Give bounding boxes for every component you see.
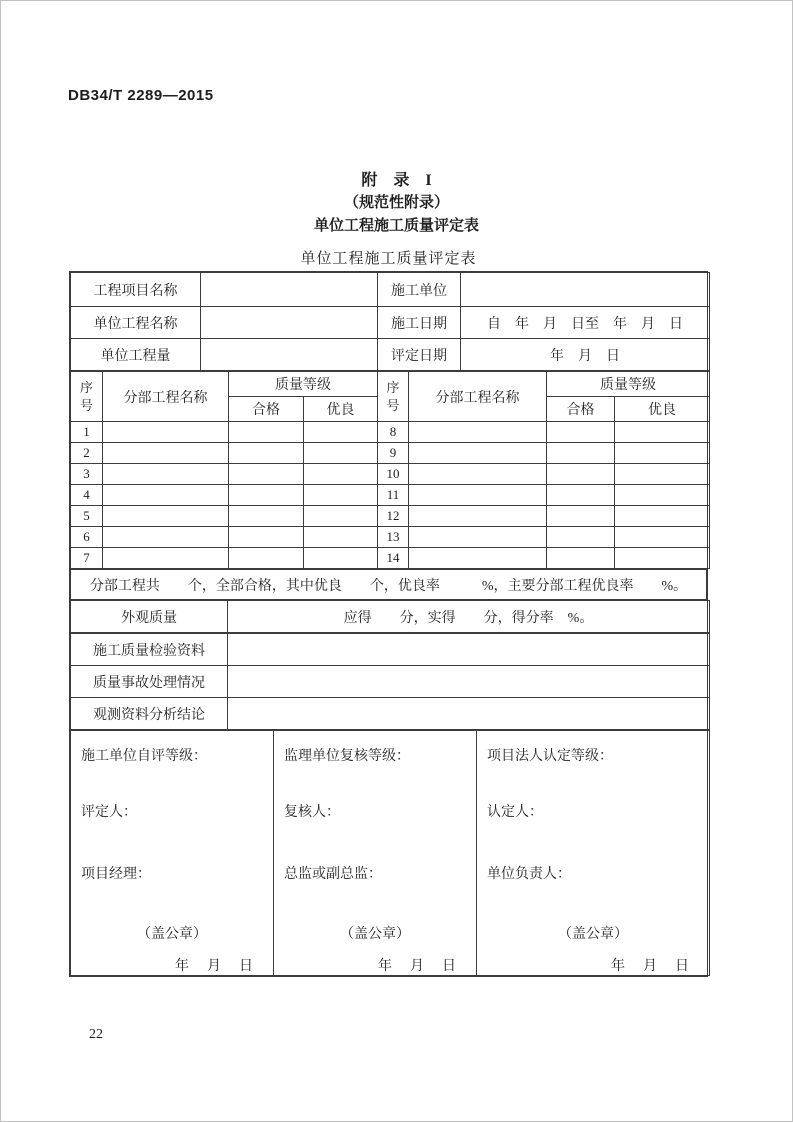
parts-data-row xyxy=(71,443,710,464)
seq-header-line1: 序 xyxy=(79,379,93,395)
pass-cell xyxy=(547,443,615,464)
info-value-cell: 年 月 日 xyxy=(461,339,710,371)
appendix-title: 单位工程施工质量评定表 xyxy=(313,218,479,234)
excellent-cell xyxy=(304,464,378,485)
doc-row xyxy=(71,634,710,666)
pass-cell xyxy=(547,464,615,485)
doc-row-label: 施工质量检验资料 xyxy=(71,634,228,666)
doc-row-label: 观测资料分析结论 xyxy=(71,698,228,730)
excellent-cell xyxy=(304,485,378,506)
parts-data-row xyxy=(71,548,710,569)
signature-row xyxy=(71,731,710,976)
info-label: 单位工程名称 xyxy=(71,307,201,339)
date-label: 年 月 日 xyxy=(611,959,691,974)
signature-column-owner xyxy=(477,731,710,976)
parts-data-row xyxy=(71,506,710,527)
date-label: 年 月 日 xyxy=(378,959,458,974)
pass-cell xyxy=(229,485,304,506)
pass-cell xyxy=(547,422,615,443)
title-block xyxy=(1,169,792,238)
excellent-cell xyxy=(304,422,378,443)
parts-header-row xyxy=(71,372,710,397)
parts-data-row xyxy=(71,464,710,485)
part-name-cell xyxy=(409,527,547,548)
part-name-cell xyxy=(409,548,547,569)
doc-rows-table xyxy=(70,633,710,730)
doc-value-cell xyxy=(228,666,710,698)
row-number-cell: 9 xyxy=(378,443,409,464)
info-label: 施工日期 xyxy=(378,307,461,339)
info-value-cell xyxy=(201,307,378,339)
evaluation-form xyxy=(69,271,708,977)
standard-number: DB34/T 2289—2015 xyxy=(68,87,214,104)
role-label: 项目经理： xyxy=(81,867,151,882)
row-number-cell: 10 xyxy=(378,464,409,485)
grade-label: 监理单位复核等级： xyxy=(284,749,410,764)
appendix-heading: 附 录 I xyxy=(361,172,432,189)
excellent-header: 优良 xyxy=(615,397,710,422)
table-caption: 单位工程施工质量评定表 xyxy=(300,251,477,267)
row-number-cell: 4 xyxy=(71,485,103,506)
pass-cell xyxy=(547,548,615,569)
info-value-cell xyxy=(201,339,378,371)
grade-label: 项目法人认定等级： xyxy=(487,749,613,764)
part-name-cell xyxy=(409,464,547,485)
appearance-value: 应得 分，实得 分，得分率 %。 xyxy=(228,601,710,633)
pass-cell xyxy=(229,527,304,548)
excellent-header: 优良 xyxy=(304,397,378,422)
summary-table xyxy=(70,569,707,600)
pass-cell xyxy=(547,506,615,527)
pass-cell xyxy=(229,506,304,527)
row-number-cell: 14 xyxy=(378,548,409,569)
pass-cell xyxy=(229,422,304,443)
info-value-cell: 自 年 月 日至 年 月 日 xyxy=(461,307,710,339)
excellent-cell xyxy=(615,422,710,443)
seq-header xyxy=(378,372,409,422)
part-name-cell xyxy=(103,527,229,548)
row-number-cell: 1 xyxy=(71,422,103,443)
person-label: 评定人： xyxy=(81,805,137,820)
parts-table xyxy=(70,371,710,569)
parts-name-header: 分部工程名称 xyxy=(103,372,229,422)
seal-label: （盖公章） xyxy=(137,927,207,942)
excellent-cell xyxy=(615,464,710,485)
part-name-cell xyxy=(409,485,547,506)
part-name-cell xyxy=(409,506,547,527)
signature-cell xyxy=(274,731,476,975)
signature-column-supervisor xyxy=(274,731,477,976)
doc-row xyxy=(71,698,710,730)
doc-row-label: 质量事故处理情况 xyxy=(71,666,228,698)
grade-header: 质量等级 xyxy=(229,372,378,397)
excellent-cell xyxy=(304,548,378,569)
doc-row xyxy=(71,666,710,698)
signature-table xyxy=(70,730,710,976)
date-label: 年 月 日 xyxy=(175,959,255,974)
row-number-cell: 8 xyxy=(378,422,409,443)
part-name-cell xyxy=(103,422,229,443)
pass-header: 合格 xyxy=(547,397,615,422)
row-number-cell: 2 xyxy=(71,443,103,464)
info-row xyxy=(71,307,710,339)
seq-header-line2: 号 xyxy=(386,397,400,413)
excellent-cell xyxy=(615,506,710,527)
info-row xyxy=(71,273,710,307)
parts-data-row xyxy=(71,485,710,506)
signature-cell xyxy=(71,731,273,975)
signature-cell xyxy=(477,731,709,975)
part-name-cell xyxy=(103,506,229,527)
seq-header xyxy=(71,372,103,422)
grade-label: 施工单位自评等级： xyxy=(81,749,207,764)
pass-cell xyxy=(229,443,304,464)
person-label: 复核人： xyxy=(284,805,340,820)
info-label: 施工单位 xyxy=(378,273,461,307)
part-name-cell xyxy=(103,485,229,506)
row-number-cell: 13 xyxy=(378,527,409,548)
doc-value-cell xyxy=(228,634,710,666)
info-label: 评定日期 xyxy=(378,339,461,371)
info-label: 工程项目名称 xyxy=(71,273,201,307)
info-value-cell xyxy=(201,273,378,307)
parts-name-header: 分部工程名称 xyxy=(409,372,547,422)
role-label: 总监或副总监： xyxy=(284,867,382,882)
excellent-cell xyxy=(304,443,378,464)
excellent-cell xyxy=(304,527,378,548)
parts-data-row xyxy=(71,527,710,548)
pass-cell xyxy=(229,464,304,485)
info-value-cell xyxy=(461,273,710,307)
appearance-row xyxy=(71,601,710,633)
info-label: 单位工程量 xyxy=(71,339,201,371)
row-number-cell: 5 xyxy=(71,506,103,527)
info-table xyxy=(70,272,710,371)
part-name-cell xyxy=(409,422,547,443)
excellent-cell xyxy=(304,506,378,527)
part-name-cell xyxy=(409,443,547,464)
pass-cell xyxy=(229,548,304,569)
doc-value-cell xyxy=(228,698,710,730)
row-number-cell: 12 xyxy=(378,506,409,527)
role-label: 单位负责人： xyxy=(487,867,571,882)
seq-header-line1: 序 xyxy=(386,379,400,395)
part-name-cell xyxy=(103,548,229,569)
appendix-note: （规范性附录） xyxy=(343,195,449,211)
appearance-table xyxy=(70,600,710,633)
part-name-cell xyxy=(103,443,229,464)
seq-header-line2: 号 xyxy=(79,397,93,413)
grade-header: 质量等级 xyxy=(547,372,710,397)
parts-summary-text: 分部工程共 个，全部合格，其中优良 个，优良率 %，主要分部工程优良率 %。 xyxy=(71,570,707,600)
row-number-cell: 7 xyxy=(71,548,103,569)
row-number-cell: 6 xyxy=(71,527,103,548)
excellent-cell xyxy=(615,443,710,464)
person-label: 认定人： xyxy=(487,805,543,820)
part-name-cell xyxy=(103,464,229,485)
excellent-cell xyxy=(615,548,710,569)
appearance-label: 外观质量 xyxy=(71,601,228,633)
pass-cell xyxy=(547,527,615,548)
pass-cell xyxy=(547,485,615,506)
row-number-cell: 11 xyxy=(378,485,409,506)
row-number-cell: 3 xyxy=(71,464,103,485)
excellent-cell xyxy=(615,527,710,548)
parts-data-row xyxy=(71,422,710,443)
excellent-cell xyxy=(615,485,710,506)
signature-column-contractor xyxy=(71,731,274,976)
seal-label: （盖公章） xyxy=(558,927,628,942)
seal-label: （盖公章） xyxy=(340,927,410,942)
info-row xyxy=(71,339,710,371)
page-number: 22 xyxy=(89,1027,103,1042)
summary-row xyxy=(71,570,707,600)
pass-header: 合格 xyxy=(229,397,304,422)
